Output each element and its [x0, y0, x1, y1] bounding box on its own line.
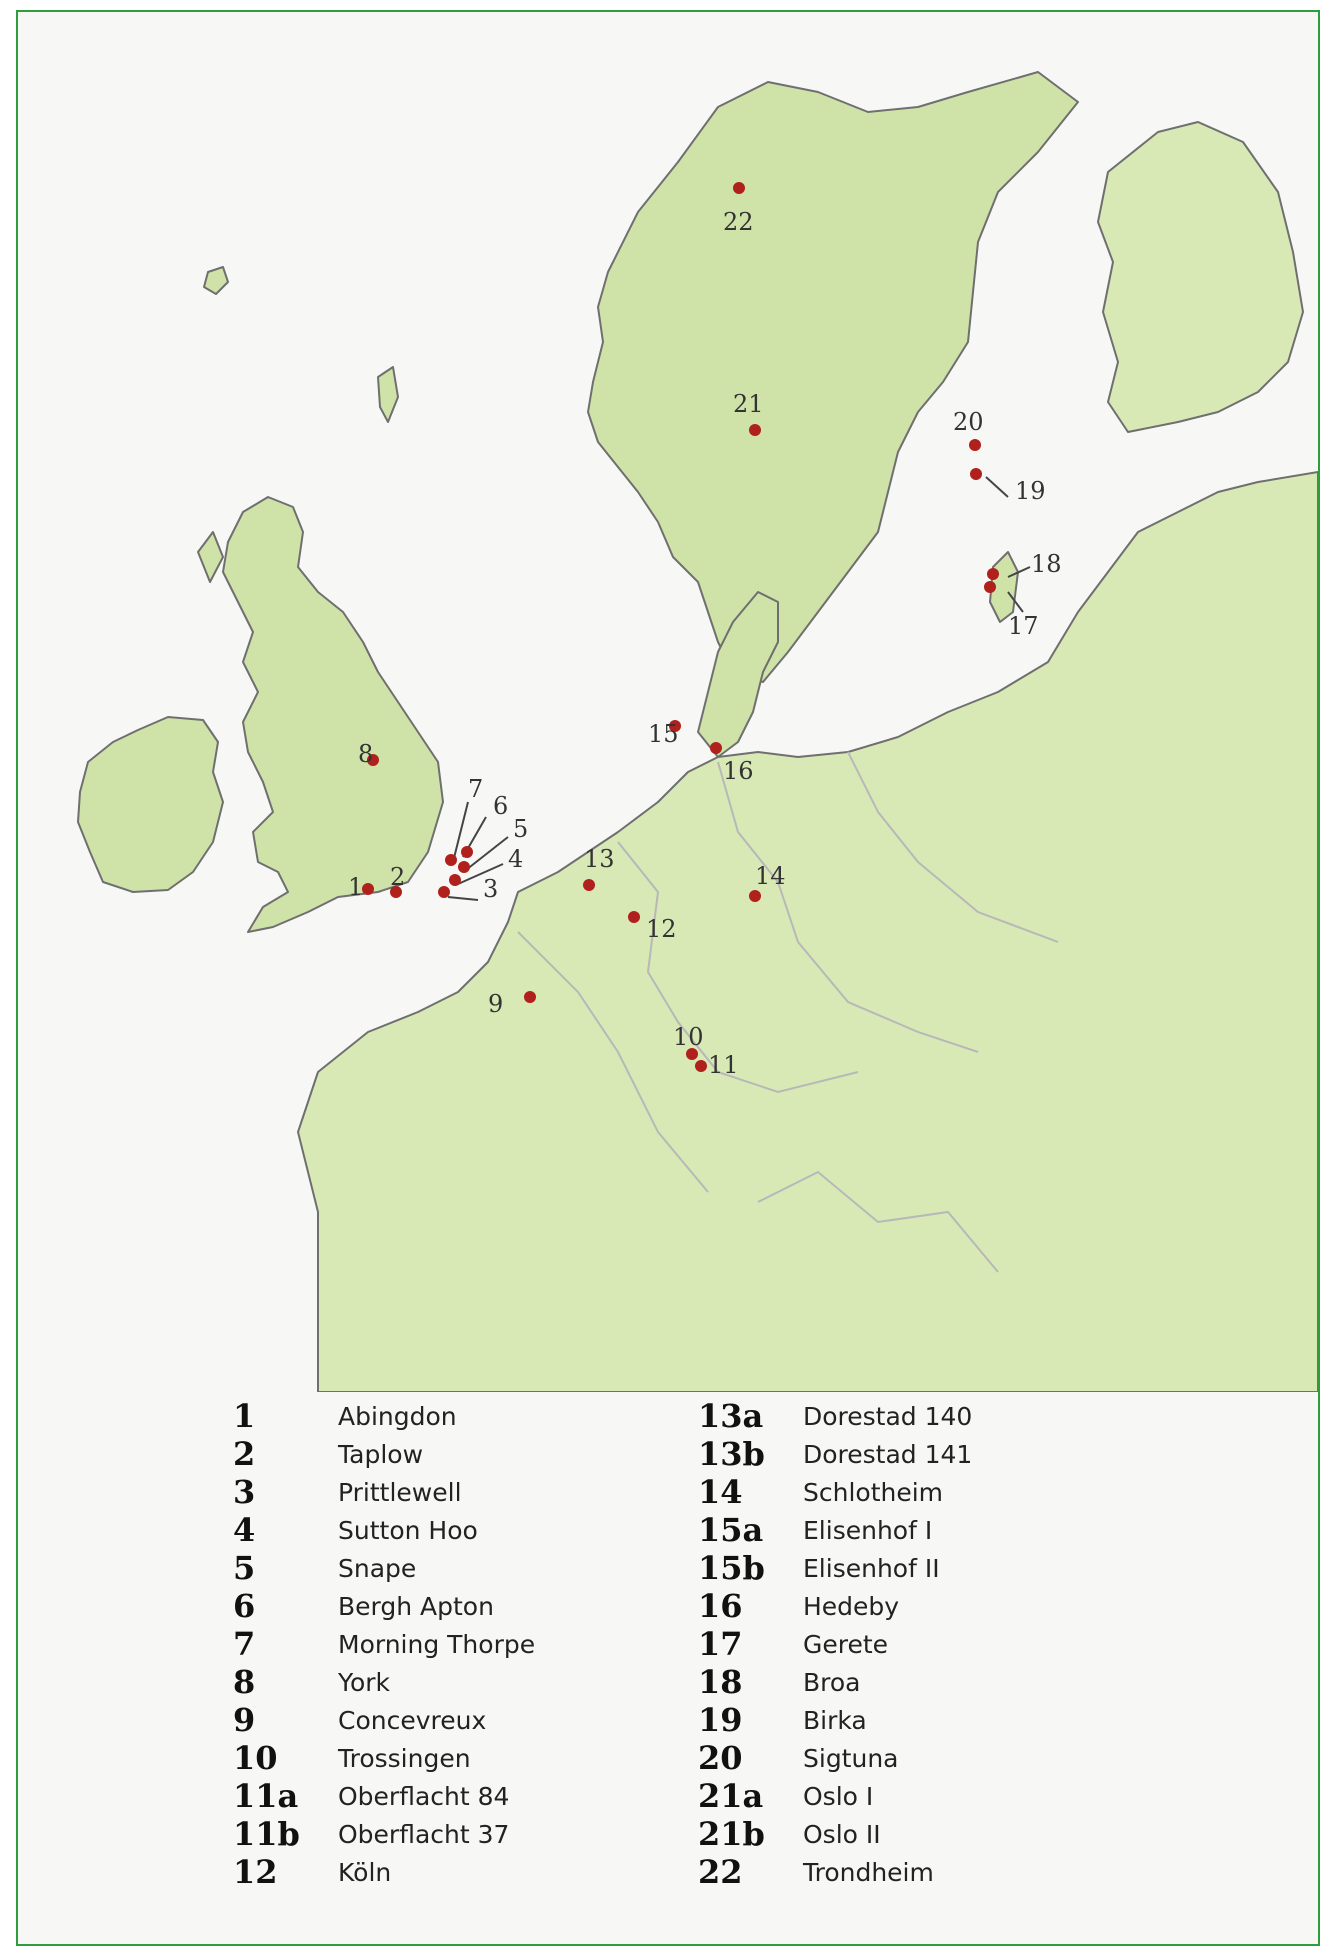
site-label-7: 7: [468, 775, 484, 803]
legend-number: 19: [698, 1701, 743, 1739]
legend-number: 9: [233, 1701, 256, 1739]
site-marker-12: [628, 911, 640, 923]
site-label-13: 13: [584, 845, 615, 873]
legend-row: [698, 1397, 1118, 1435]
legend-row: [233, 1397, 653, 1435]
legend-row: [233, 1625, 653, 1663]
legend-number: 13b: [698, 1435, 765, 1473]
site-label-15: 15: [648, 720, 679, 748]
legend-place: Oslo I: [803, 1782, 874, 1811]
legend-number: 15b: [698, 1549, 765, 1587]
legend-row: [233, 1587, 653, 1625]
legend-row: [233, 1435, 653, 1473]
site-marker-4: [449, 874, 461, 886]
legend-place: Bergh Apton: [338, 1592, 494, 1621]
legend-number: 17: [698, 1625, 743, 1663]
leader-line: [986, 477, 1008, 497]
legend-number: 10: [233, 1739, 278, 1777]
site-label-18: 18: [1031, 550, 1062, 578]
legend-number: 4: [233, 1511, 256, 1549]
legend-place: Concevreux: [338, 1706, 487, 1735]
site-label-9: 9: [488, 990, 504, 1018]
legend-place: Oberflacht 37: [338, 1820, 510, 1849]
site-marker-7: [445, 854, 457, 866]
legend-row: [233, 1511, 653, 1549]
legend-place: Elisenhof II: [803, 1554, 940, 1583]
legend-row: [698, 1815, 1118, 1853]
legend-row: [233, 1777, 653, 1815]
site-marker-20: [969, 439, 981, 451]
legend-place: Gerete: [803, 1630, 889, 1659]
legend-place: Prittlewell: [338, 1478, 462, 1507]
legend-number: 7: [233, 1625, 256, 1663]
site-marker-9: [524, 991, 536, 1003]
site-marker-18: [987, 568, 999, 580]
legend-place: Elisenhof I: [803, 1516, 933, 1545]
site-marker-16: [710, 742, 722, 754]
legend-number: 11a: [233, 1777, 299, 1815]
legend-number: 20: [698, 1739, 743, 1777]
legend-number: 21a: [698, 1777, 764, 1815]
leader-line: [448, 897, 478, 900]
legend-number: 22: [698, 1853, 743, 1891]
legend-number: 21b: [698, 1815, 765, 1853]
site-label-2: 2: [390, 863, 406, 891]
legend-number: 1: [233, 1397, 256, 1435]
legend-place: Sigtuna: [803, 1744, 899, 1773]
legend-row: [233, 1739, 653, 1777]
island-hebrides: [198, 532, 223, 582]
site-label-22: 22: [723, 208, 754, 236]
map-frame: [16, 10, 1320, 1946]
legend-row: [698, 1663, 1118, 1701]
legend: [18, 1397, 1318, 1937]
legend-place: Taplow: [338, 1440, 424, 1469]
site-label-20: 20: [953, 408, 984, 436]
site-label-8: 8: [358, 740, 374, 768]
site-marker-13: [583, 879, 595, 891]
site-marker-6: [461, 846, 473, 858]
legend-row: [698, 1739, 1118, 1777]
legend-place: Köln: [338, 1858, 392, 1887]
island-orkney: [204, 267, 228, 294]
legend-row: [233, 1815, 653, 1853]
legend-number: 16: [698, 1587, 743, 1625]
legend-place: Morning Thorpe: [338, 1630, 536, 1659]
legend-row: [698, 1473, 1118, 1511]
site-label-4: 4: [508, 845, 524, 873]
site-label-1: 1: [348, 873, 364, 901]
legend-place: Trossingen: [338, 1744, 471, 1773]
site-label-3: 3: [483, 875, 499, 903]
finland: [1098, 122, 1303, 432]
site-label-12: 12: [646, 915, 677, 943]
site-label-14: 14: [755, 862, 786, 890]
site-marker-5: [458, 861, 470, 873]
site-marker-17: [984, 581, 996, 593]
site-label-6: 6: [493, 792, 509, 820]
legend-place: Sutton Hoo: [338, 1516, 478, 1545]
legend-row: [698, 1625, 1118, 1663]
legend-number: 15a: [698, 1511, 764, 1549]
legend-row: [698, 1549, 1118, 1587]
legend-number: 14: [698, 1473, 743, 1511]
site-label-17: 17: [1008, 612, 1039, 640]
legend-place: Abingdon: [338, 1402, 457, 1431]
legend-place: Hedeby: [803, 1592, 900, 1621]
legend-number: 11b: [233, 1815, 300, 1853]
legend-row: [233, 1549, 653, 1587]
legend-number: 18: [698, 1663, 743, 1701]
legend-place: Dorestad 141: [803, 1440, 973, 1469]
legend-number: 13a: [698, 1397, 764, 1435]
island-shetland: [378, 367, 398, 422]
legend-row: [698, 1435, 1118, 1473]
legend-place: York: [338, 1668, 391, 1697]
site-marker-19: [970, 468, 982, 480]
site-label-5: 5: [513, 815, 529, 843]
site-label-16: 16: [723, 757, 754, 785]
legend-number: 5: [233, 1549, 256, 1587]
legend-place: Snape: [338, 1554, 417, 1583]
ireland: [78, 717, 223, 892]
legend-row: [233, 1701, 653, 1739]
legend-number: 3: [233, 1473, 256, 1511]
legend-place: Birka: [803, 1706, 867, 1735]
legend-row: [698, 1587, 1118, 1625]
site-marker-1: [362, 883, 374, 895]
legend-place: Dorestad 140: [803, 1402, 973, 1431]
europe-map: [18, 12, 1318, 1392]
legend-number: 8: [233, 1663, 256, 1701]
legend-row: [233, 1473, 653, 1511]
site-marker-11: [695, 1060, 707, 1072]
site-label-19: 19: [1015, 477, 1046, 505]
legend-number: 2: [233, 1435, 256, 1473]
site-label-21: 21: [733, 390, 764, 418]
legend-row: [698, 1777, 1118, 1815]
great-britain: [223, 497, 443, 932]
legend-number: 12: [233, 1853, 278, 1891]
legend-place: Broa: [803, 1668, 861, 1697]
site-marker-14: [749, 890, 761, 902]
legend-row: [698, 1701, 1118, 1739]
legend-place: Oslo II: [803, 1820, 881, 1849]
legend-place: Trondheim: [803, 1858, 934, 1887]
site-marker-3: [438, 886, 450, 898]
legend-row: [233, 1663, 653, 1701]
legend-row: [698, 1511, 1118, 1549]
legend-row: [233, 1853, 653, 1891]
legend-row: [698, 1853, 1118, 1891]
site-marker-22: [733, 182, 745, 194]
legend-number: 6: [233, 1587, 256, 1625]
legend-place: Schlotheim: [803, 1478, 944, 1507]
legend-place: Oberflacht 84: [338, 1782, 510, 1811]
site-marker-21: [749, 424, 761, 436]
site-label-11: 11: [708, 1051, 739, 1079]
site-label-10: 10: [673, 1023, 704, 1051]
